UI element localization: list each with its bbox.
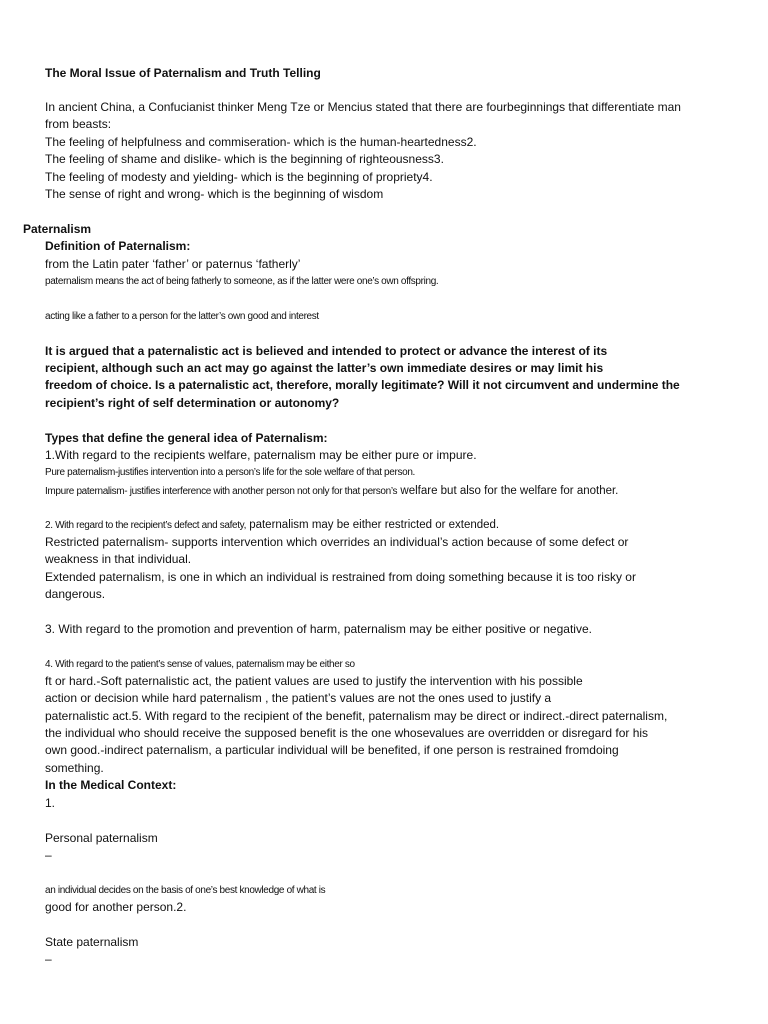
medical-number: 1. xyxy=(45,796,56,810)
types-item-2-part-a: 2. With regard to the recipient’s defect and safety, xyxy=(45,520,246,531)
extended-line: Extended paternalism, is one in which an individual is restrained from doing something because it is too risky or xyxy=(45,570,636,584)
impure-paternalism-part-b: welfare but also for the welfare for another. xyxy=(397,485,619,497)
restricted-line: Restricted paternalism- supports intervention which overrides an individual’s action because of some defect or xyxy=(45,535,629,549)
dash-separator: – xyxy=(45,952,52,966)
intro-line: The feeling of helpfulness and commiseration- which is the human-heartedness2. xyxy=(45,135,477,149)
state-paternalism-heading: State paternalism xyxy=(45,935,139,949)
types-item-5-line: something. xyxy=(45,761,104,775)
types-item-2-part-b: paternalism may be either restricted or extended. xyxy=(246,519,500,531)
personal-description-line: an individual decides on the basis of one’s best knowledge of what is xyxy=(45,885,326,896)
soft-hard-line: ft or hard.-Soft paternalistic act, the patient values are used to justify the intervention with his possible xyxy=(45,674,583,688)
restricted-line: weakness in that individual. xyxy=(45,552,192,566)
impure-paternalism-part-a: Impure paternalism- justifies interference with another person not only for that person’s xyxy=(45,486,398,497)
argument-line: recipient, although such an act may go against the latter’s own immediate desires or may limit his xyxy=(45,361,604,375)
meaning-line: paternalism means the act of being fatherly to someone, as if the latter were one’s own offspring. xyxy=(45,276,439,287)
types-heading: Types that define the general idea of Paternalism: xyxy=(45,431,328,445)
etymology-line: from the Latin pater ‘father’ or paternus ‘fatherly’ xyxy=(45,257,301,271)
types-item-3: 3. With regard to the promotion and prevention of harm, paternalism may be either positive or negative. xyxy=(45,622,592,636)
intro-line: The feeling of shame and dislike- which is the beginning of righteousness3. xyxy=(45,152,444,166)
extended-line: dangerous. xyxy=(45,587,106,601)
section-heading: Paternalism xyxy=(23,222,92,236)
personal-paternalism-heading: Personal paternalism xyxy=(45,831,158,845)
types-item-1: 1.With regard to the recipients welfare, paternalism may be either pure or impure. xyxy=(45,448,477,462)
acting-line: acting like a father to a person for the latter’s own good and interest xyxy=(45,311,319,322)
types-item-5-line: own good.-indirect paternalism, a particular individual will be benefited, if one person is restrained fromdoing xyxy=(45,743,619,757)
definition-heading: Definition of Paternalism: xyxy=(45,239,191,253)
types-item-5-line: paternalistic act.5. With regard to the recipient of the benefit, paternalism may be direct or indirect.-direct paternalism, xyxy=(45,709,668,723)
soft-hard-line: action or decision while hard paternalism , the patient’s values are not the ones used to justify a xyxy=(45,691,552,705)
intro-line: In ancient China, a Confucianist thinker Meng Tze or Mencius stated that there are fourbeginnings that differentiate man xyxy=(45,100,681,114)
types-item-4: 4. With regard to the patient’s sense of values, paternalism may be either so xyxy=(45,659,355,670)
dash-separator: – xyxy=(45,848,52,862)
argument-line: It is argued that a paternalistic act is believed and intended to protect or advance the interest of its xyxy=(45,344,608,358)
pure-paternalism-line: Pure paternalism-justifies intervention into a person’s life for the sole welfare of that person. xyxy=(45,467,415,478)
impure-paternalism-line xyxy=(45,482,618,500)
types-item-5-line: the individual who should receive the supposed benefit is the one whosevalues are overridden or disregard for his xyxy=(45,726,649,740)
intro-line: from beasts: xyxy=(45,117,112,131)
medical-heading: In the Medical Context: xyxy=(45,778,177,792)
intro-line: The feeling of modesty and yielding- which is the beginning of propriety4. xyxy=(45,170,433,184)
argument-line: recipient’s right of self determination or autonomy? xyxy=(45,396,340,410)
document-title: The Moral Issue of Paternalism and Truth Telling xyxy=(45,66,321,80)
types-item-2 xyxy=(45,516,499,534)
personal-description-line: good for another person.2. xyxy=(45,900,187,914)
argument-line: freedom of choice. Is a paternalistic act, therefore, morally legitimate? Will it not circumvent and undermine the xyxy=(45,378,680,392)
intro-line: The sense of right and wrong- which is the beginning of wisdom xyxy=(45,187,384,201)
